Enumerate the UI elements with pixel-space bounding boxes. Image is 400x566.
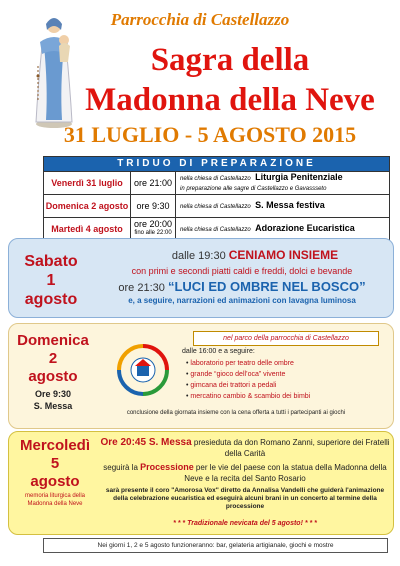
- sunday-date: Domenica 2 agosto: [17, 332, 89, 385]
- row-description: nella chiesa di Castellazzo Liturgia Penitenziale in preparazione alle sagre di Castellazzo e Gavassseto: [180, 172, 343, 192]
- liturgical-memo: memoria liturgica della Madonna della Neve: [24, 493, 86, 507]
- row-time: ore 9:30: [131, 195, 176, 217]
- procession-line: seguirà la Processione per le vie del paese con la statua della Madonna della Neve e la recita del Santo Rosario: [103, 462, 387, 483]
- row-description: nella chiesa di Castellazzo S. Messa festiva: [180, 200, 325, 210]
- snowfall-tradition: * * * Tradizionale nevicata del 5 agosto! * * *: [173, 520, 317, 527]
- choir-note: sarà presente il coro "Amorosa Vox" diretto da Annalisa Vandelli che guiderà l'animazione della celebrazione eucaristica ed eseguirà alcuni brani in un concerto al termine della processione: [105, 487, 385, 510]
- sunday-closing: conclusione della giornata insieme con la cena offerta a tutti i partecipanti ai giochi: [126, 410, 346, 416]
- table-row: [44, 217, 389, 240]
- sunday-mass: Ore 9:30 S. Messa: [33, 389, 73, 411]
- table-row: [44, 171, 389, 194]
- show-line: ore 21:30 “LUCI ED OMBRE NEL BOSCO”: [118, 279, 366, 294]
- wednesday-mass: Ore 20:45 S. Messa presieduta da don Romano Zanni, superiore dei Fratelli della Carità: [100, 437, 390, 458]
- row-time: ore 20:00 fino alle 22:00: [131, 218, 176, 240]
- list-item: • laboratorio per teatro delle ombre: [186, 358, 310, 369]
- saturday-date: Sabato 1 agosto: [24, 253, 78, 308]
- footer-note: Nei giorni 1, 2 e 5 agosto funzioneranno: bar, gelateria artigianale, giochi e mostre: [43, 538, 388, 553]
- row-note: in preparazione alle sagre di Castellazzo e Gavassseto: [180, 186, 327, 192]
- list-item: • gimcana dei trattori a pedali: [186, 380, 310, 391]
- triduo-table: [43, 156, 390, 241]
- row-day: Martedì 4 agosto: [44, 218, 131, 240]
- row-day: Venerdì 31 luglio: [44, 172, 131, 194]
- park-location: nel parco della parrocchia di Castellazzo: [193, 331, 379, 346]
- activities-list: [186, 358, 310, 402]
- event-dates: 31 LUGLIO - 5 AGOSTO 2015: [63, 122, 357, 147]
- event-title-line1: Sagra della: [150, 42, 310, 78]
- table-row: [44, 194, 389, 217]
- event-title-line2: Madonna della Neve: [85, 82, 375, 118]
- row-time: ore 21:00: [131, 172, 176, 194]
- games-start-time: dalle 16:00 e a seguire:: [182, 348, 255, 355]
- row-description: nella chiesa di Castellazzo Adorazione Eucaristica: [180, 223, 355, 233]
- triduo-heading: TRIDUO DI PREPARAZIONE: [44, 157, 389, 171]
- wednesday-date: Mercoledì 5 agosto: [19, 437, 91, 490]
- dinner-details: con primi e secondi piatti caldi e freddi, dolci e bevande: [131, 266, 353, 276]
- parish-name: Parrocchia di Castellazzo: [110, 10, 290, 29]
- show-details: e, a seguire, narrazioni ed animazioni con lavagna luminosa: [128, 296, 356, 305]
- list-item: • grande “gioco dell’oca” vivente: [186, 369, 310, 380]
- row-day: Domenica 2 agosto: [44, 195, 131, 217]
- incontriamoci-logo: [110, 340, 176, 400]
- list-item: • mercatino cambio & scambio dei bimbi: [186, 391, 310, 402]
- dinner-line: dalle 19:30 CENIAMO INSIEME: [171, 248, 339, 262]
